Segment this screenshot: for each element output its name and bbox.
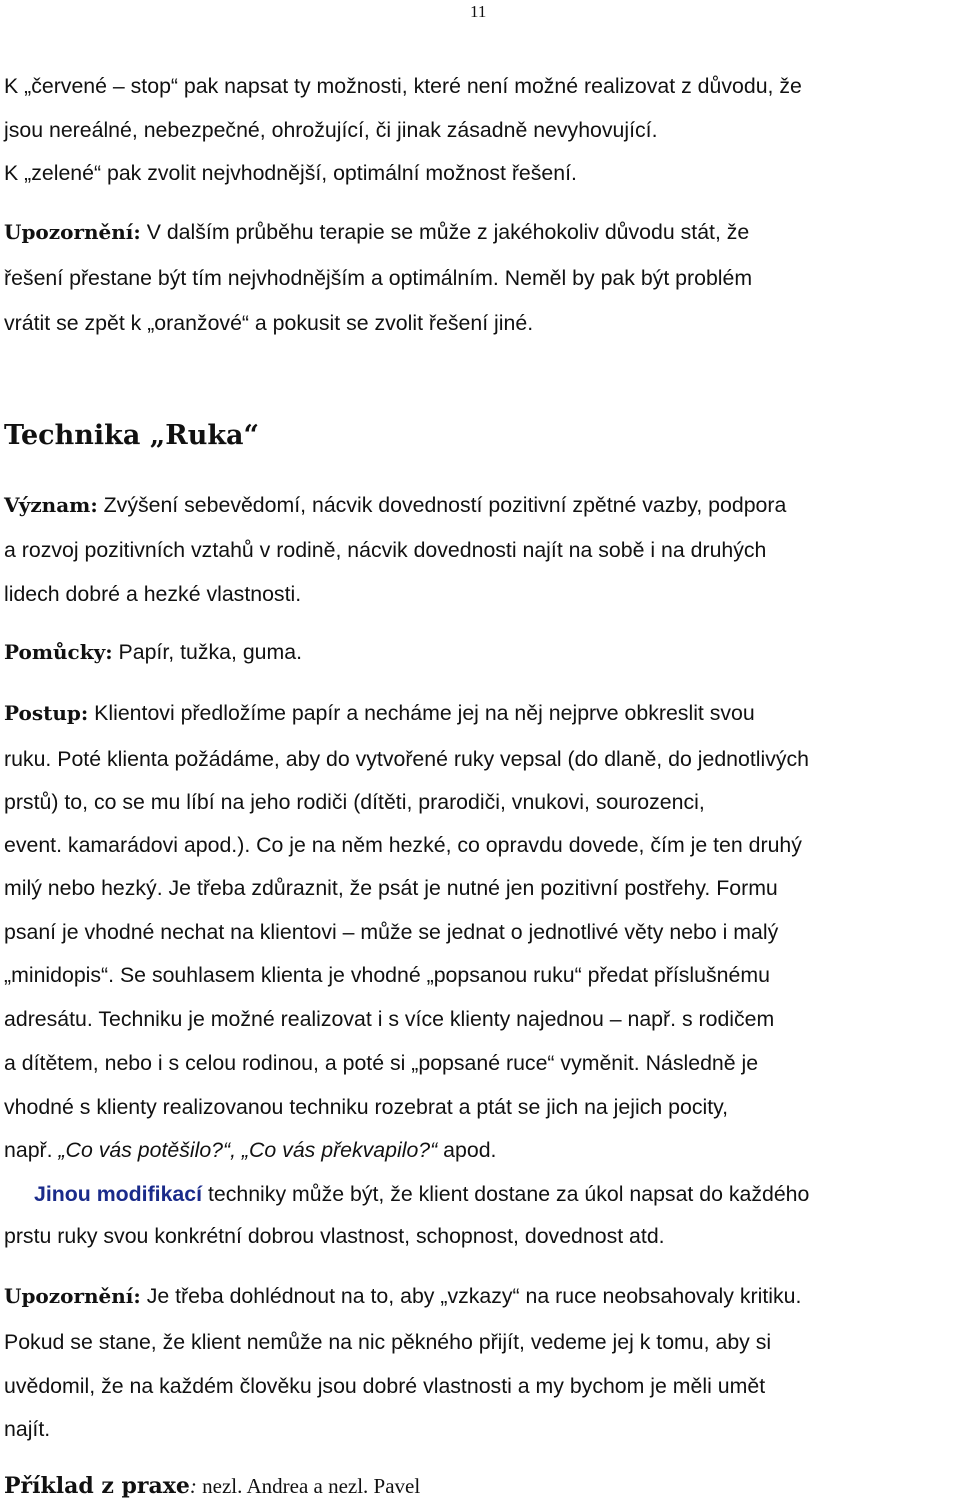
procedure-line-9: a dítětem, nebo i s celou rodinou, a poté si „popsané ruce“ vyměnit. Následně je — [4, 1051, 759, 1075]
procedure-line-8: adresátu. Techniku je možné realizovat i s více klienty najednou – např. s rodičem — [4, 1007, 775, 1031]
procedure-line-2: ruku. Poté klienta požádáme, aby do vytvořené ruky vepsal (do dlaně, do jednotlivých — [4, 747, 810, 771]
warning2-text: Je třeba dohlédnout na to, aby „vzkazy“ na ruce neobsahovaly kritiku. — [146, 1284, 802, 1308]
meaning-line-2: a rozvoj pozitivních vztahů v rodině, nácvik dovednosti najít na sobě i na druhých — [4, 538, 767, 562]
procedure-example-pre: např. — [4, 1138, 59, 1162]
procedure-line-1 — [4, 699, 956, 727]
intro-warning-line-1 — [4, 218, 956, 246]
aids-line — [4, 638, 956, 666]
page-number: 11 — [470, 2, 487, 21]
warning-text: V dalším průběhu terapie se může z jakéhokoliv důvodu stát, že — [146, 220, 750, 244]
warning2-line-2: Pokud se stane, že klient nemůže na nic pěkného přijít, vedeme jej k tomu, aby si — [4, 1330, 772, 1354]
example-colon: : — [189, 1474, 197, 1498]
intro-line-1: K „červené – stop“ pak napsat ty možnosti, které není možné realizovat z důvodu, že — [4, 74, 802, 98]
procedure-line-3: prstů) to, co se mu líbí na jeho rodiči (dítěti, prarodiči, vnukovi, sourozenci, — [4, 790, 705, 814]
aids-label: Pomůcky: — [4, 640, 113, 664]
intro-warning-line-2: řešení přestane být tím nejvhodnějším a optimálním. Neměl by pak být problém — [4, 266, 753, 290]
warning2-label: Upozornění: — [4, 1284, 141, 1308]
modification-label: Jinou modifikací — [34, 1182, 203, 1206]
meaning-label: Význam: — [4, 493, 98, 517]
procedure-example-quotes: „Co vás potěšilo?“, „Co vás překvapilo?“ — [58, 1138, 438, 1162]
procedure-example-post: apod. — [437, 1138, 497, 1162]
warning2-line-1 — [4, 1282, 956, 1310]
example-line — [4, 1472, 956, 1500]
procedure-line-5: milý nebo hezký. Je třeba zdůraznit, že psát je nutné jen pozitivní postřehy. Formu — [4, 876, 778, 900]
procedure-line-7: „minidopis“. Se souhlasem klienta je vhodné „popsanou ruku“ předat příslušnému — [4, 963, 770, 987]
modification-text: techniky může být, že klient dostane za úkol napsat do každého — [202, 1182, 810, 1206]
intro-warning-line-3: vrátit se zpět k „oranžové“ a pokusit se zvolit řešení jiné. — [4, 311, 534, 335]
intro-line-2: jsou nereálné, nebezpečné, ohrožující, či jinak zásadně nevyhovující. — [4, 118, 658, 142]
warning2-line-4: najít. — [4, 1417, 51, 1441]
aids-text: Papír, tužka, guma. — [118, 640, 303, 664]
procedure-line-6: psaní je vhodné nechat na klientovi – může se jednat o jednotlivé věty nebo i malý — [4, 920, 779, 944]
example-text: nezl. Andrea a nezl. Pavel — [196, 1474, 421, 1498]
procedure-line-10: vhodné s klienty realizovanou techniku rozebrat a ptát se jich na jejich pocity, — [4, 1095, 729, 1119]
procedure-text: Klientovi předložíme papír a necháme jej na něj nejprve obkreslit svou — [94, 701, 755, 725]
section-title: Technika „Ruka“ — [4, 420, 260, 451]
procedure-label: Postup: — [4, 701, 89, 725]
meaning-line-3: lidech dobré a hezké vlastnosti. — [4, 582, 302, 606]
intro-line-3: K „zelené“ pak zvolit nejvhodnější, optimální možnost řešení. — [4, 161, 577, 185]
modification-line-2: prstu ruky svou konkrétní dobrou vlastnost, schopnost, dovednost atd. — [4, 1224, 665, 1248]
procedure-line-4: event. kamarádovi apod.). Co je na něm hezké, co opravdu dovede, čím je ten druhý — [4, 833, 802, 857]
warning2-line-3: uvědomil, že na každém člověku jsou dobré vlastnosti a my bychom je měli umět — [4, 1374, 766, 1398]
modification-line-1 — [34, 1180, 956, 1208]
meaning-text: Zvýšení sebevědomí, nácvik dovedností pozitivní zpětné vazby, podpora — [103, 493, 787, 517]
warning-label: Upozornění: — [4, 220, 141, 244]
meaning-line-1 — [4, 491, 956, 519]
example-label: Příklad z praxe — [4, 1473, 190, 1499]
procedure-line-11 — [4, 1136, 956, 1164]
